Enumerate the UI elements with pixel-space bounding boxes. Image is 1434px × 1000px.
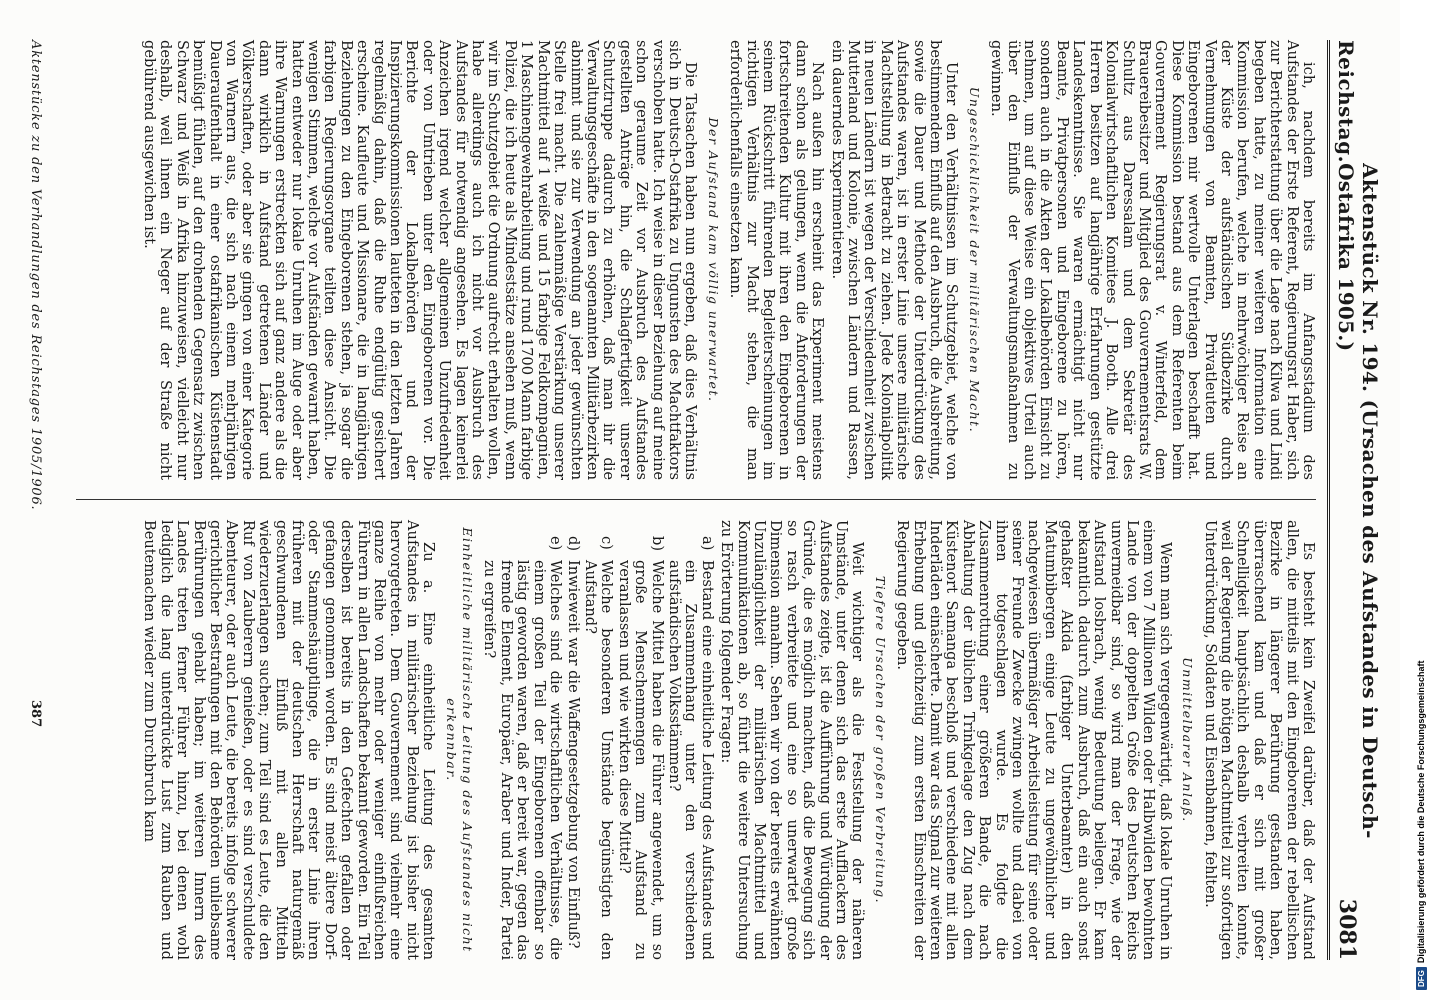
list-label: a) xyxy=(698,536,716,551)
header-left: Reichstag. xyxy=(1334,40,1358,164)
footer-source: Aktenstücke zu den Verhandlungen des Reichstages 1905/1906. xyxy=(28,40,43,511)
page-header xyxy=(1327,40,1382,960)
list-text: Welche Mittel haben die Führer angewendet, um so große Menschenmengen zum Aufstand zu veranlassen und wie wirkten diese Mittel? xyxy=(615,560,666,960)
list-item xyxy=(665,536,716,960)
list-text: Welches sind die wirtschaftlichen Verhältnisse, die einem großen Teil der Eingeborenen offenbar so lästig geworden waren, daß er bereit war, gegen das fremde Element, Europäer, Araber und Inder, Partei zu ergreifen? xyxy=(481,560,565,960)
dfg-logo-badge: DFG xyxy=(1416,967,1427,990)
credit-line xyxy=(1416,661,1427,990)
list-item xyxy=(581,536,616,960)
paragraph: Wenn man sich vergegenwärtigt, daß lokale Unruhen in einem von 7 Millionen Wilden oder Halbwilden bewohnten Lande von der doppelten Größe des Deutschen Reichs unvermeidbar sind, so wird man der Frage, wie der Aufstand losbrach, wenig Bedeutung beilegen. Er kam bekanntlich dadurch zum Ausbruch, daß ein auch sonst gehaßter Akida (farbiger Unterbeamter) in den Matumbibergen einige Leute zu ungewöhnlicher und nachgewiesen übermäßiger Arbeitsleistung für seine oder seiner Freunde Zwecke zwingen wollte und dabei von ihnen totgeschlagen wurde. Es folgte die Zusammenrottung einer größeren Bande, die nach Abhaltung der üblichen Trinkgelage den Zug nach dem Küstenort Samanga beschloß und verschiedene mit allen Inderläden einäscherte. Damit war das Signal zur weiteren Erhebung und gleichzeitig zum ersten Einschreiten der Regierung gegeben. xyxy=(894,520,1174,960)
list-text: Bestand eine einheitliche Leitung des Aufstandes und ein Zusammenhang unter den verschiedenen aufständischen Volksstämmen? xyxy=(665,560,716,960)
paragraph: ich, nachdem bereits im Anfangsstadium des Aufstandes der Erste Referent, Regierungsrat Haber, sich zur Berichterstattung über die Lage nach Kilwa und Lindi begeben hatte, zu meiner weiteren Information eine Kommission berufen, welche in mehrwöchiger Reise an der Küste der aufständischen Südbezirke durch Vernehmungen von Beamten, Privatleuten und Eingeborenen mir wertvolle Unterlagen beschafft hat. Diese Kommission bestand aus dem Referenten beim Gouvernement Regierungsrat v. Winterfeld, dem Brauereibesitzer und Mitglied des Gouvernementsrats W. Schultz aus Daressalam und dem Sekretär des Kolonialwirtschaftlichen Komitees J. Booth. Alle drei Herren besitzen auf langjährige Erfahrungen gestützte Landeskenntnisse. Sie waren ermächtigt nicht nur Beamte, Privatpersonen und Eingeborene zu hören, sondern auch in die Akten der Lokalbehörden Einsicht zu nehmen, um auf diese Weise ein objektives Urteil auch über den Einfluß der Verwaltungsmaßnahmen zu gewinnen. xyxy=(988,40,1317,480)
list-label: d) xyxy=(564,536,582,552)
subheading: Einheitliche militärische Leitung des Aufstandes nicht erkennbar. xyxy=(443,527,476,953)
paragraph: Die Tatsachen haben nun ergeben, daß dies Verhältnis sich in Deutsch-Ostafrika zu Ungunsten des Machtfaktors verschoben hatte. Ich weise in dieser Beziehung auf meine schon geraume Zeit vor Ausbruch des Aufstandes gestellten Anträge hin, die Schlagfertigkeit unserer Schutztruppe dadurch zu erhöhen, daß man ihr die Verwaltungsgeschäfte in den sogenannten Militärbezirken abnimmt und sie zur Verwendung an jeder gewünschten Stelle frei macht. Die zahlenmäßige Verstärkung unserer Machtmittel auf 1 weiße und 15 farbige Feldkompagnien, 1 Maschinengewehrabteilung und rund 1700 Mann farbige Polizei, die ich heute als Mindestsätze ansehen muß, wenn wir im Schutzgebiet die Ordnung aufrecht erhalten wollen, habe allerdings auch ich nicht vor Ausbruch des Aufstandes für notwendig angesehen. Es lagen keinerlei Anzeichen irgend welcher allgemeinen Unzufriedenheit oder von Umtrieben unter den Eingeborenen vor. Die Berichte der Lokalbehörden und der Inspizierungskommissionen lauteten in den letzten Jahren regelmäßig dahin, daß die Ruhe endgültig gesichert erscheine. Kaufleute und Missionare, die in langjährigen Beziehungen zu den Eingeborenen stehen, ja sogar die farbigen Regierungsorgane teilten diese Ansicht. Die wenigen Stimmen, welche vor Aufständen gewarnt haben, hatten entweder nur lokale Unruhen im Auge oder aber ihre Warnungen erstreckten sich auf ganz andere als die dann wirklich in Aufstand getretenen Länder und Völkerschaften, oder aber sie gingen von einer Kategorie von Warnern aus, die sich nach einem mehrjährigen Daueraufenthalt in einer ostafrikanischen Küstenstadt bemüßigt fühlen, auf den drohenden Gegensatz zwischen Schwarz und Weiß in Afrika hinzuweisen, vielleicht nur deshalb, weil ihnen ein Neger auf der Straße nicht gebührend ausgewichen ist. xyxy=(140,40,700,480)
column-divider xyxy=(76,499,1316,500)
subheading: Ungeschicklichkeit der militärischen Macht. xyxy=(966,86,982,434)
paragraph: Nach außen hin erscheint das Experiment meistens dann schon als gelungen, wenn die Anforderungen der fortschreitenden Kultur mit ihren den Eingeborenen in seinem Rückschritt führenden Begleiterscheinungen im richtigen Verhältnis zur Macht stehen, die man erforderlichenfalls einsetzen kann. xyxy=(727,40,827,480)
left-column xyxy=(138,40,1316,480)
footer-page-ref: 387 xyxy=(28,700,43,728)
list-label: e) xyxy=(547,536,565,551)
paragraph: Es besteht kein Zweifel darüber, daß der Aufstand allen, die mitteils mit den Eingeborenen der rebellischen Bezirke in längerer Berührung gestanden haben, überraschend kam und daß er sich mit großer Schnelligkeit hauptsächlich deshalb verbreiten konnte, weil der Regierung die nötigen Machtmittel zur sofortigen Unterdrückung, Soldaten und Eisenbahnen, fehlten. xyxy=(1201,520,1317,960)
credit-text: Digitalisierung gefördert durch die Deutsche Forschungsgemeinschaft xyxy=(1416,660,1426,964)
page-number: 3081 xyxy=(1334,898,1360,960)
paragraph: Zu a. Eine einheitliche Leitung des gesamten Aufstandes in militärischer Beziehung ist bisher nicht hervorgetreten. Dem Gouvernement sind vielmehr eine ganze Reihe von mehr oder weniger einflußreichen Führern in allen Landschaften bekannt geworden. Ein Teil derselben ist bereits in den Gefechten gefallen oder gefangen genommen worden. Es sind meist ältere Dorf- oder Stammeshäuptlinge, die in erster Linie ihren früheren mit der deutschen Herrschaft naturgemäß geschwundenen Einfluß mit allen Mitteln wiederzuerlangen suchen; zum Teil sind es Leute, die den Ruf von Zauberern genießen, oder es sind verschuldete Abenteurer, oder auch Leute, die bereits infolge schwerer gerichtlicher Bestrafungen mit den Behörden unliebsame Berührungen gehabt haben; im weiteren Innern des Landes treten ferner Führer hinzu, bei denen wohl lediglich die lang unterdrückte Lust zum Rauben und Beutemachen wieder zum Durchbruch kam xyxy=(141,520,438,960)
paragraph: Weit wichtiger als die Feststellung der näheren Umstände, unter denen sich das erste Aufflackern des Aufstandes zeigte, ist die Aufführung und Würdigung der Gründe, die es möglich machten, daß die Bewegung sich so rasch verbreitete und eine so unerwartet große Dimension annahm. Sehen wir von der bereits erwähnten Unzulänglichkeit der militärischen Machtmittel und Kommunikationen ab, so führt die weitere Untersuchung zu Erörterung folgender Fragen: xyxy=(718,520,867,960)
list-text: Inwieweit war die Waffengesetzgebung von Einfluß? xyxy=(564,560,582,949)
paragraph: Unter den Verhältnissen im Schutzgebiet, welche von bestimmendem Einfluß auf den Ausbruch, die Ausbreitung, sowie die Dauer und Methode der Unterdrückung des Aufstandes waren, ist in erster Linie unsere militärische Machtstellung in Betracht zu ziehen. Jede Kolonialpolitik in neuen Ländern ist wegen der Verschiedenheit zwischen Mutterland und Kolonie, zwischen Ländern und Rassen, ein dauerndes Experimentieren. xyxy=(828,40,961,480)
subheading: Der Aufstand kam völlig unerwartet. xyxy=(705,117,721,403)
header-title: Aktenstück Nr. 194. (Ursachen des Aufstandes in Deutsch-Ostafrika 1905.) xyxy=(1334,163,1382,839)
subheading: Unmittelbarer Anlaß. xyxy=(1180,657,1196,823)
right-column xyxy=(138,520,1316,960)
list-item xyxy=(481,536,565,960)
list-item xyxy=(564,536,582,960)
question-list xyxy=(481,520,715,960)
subheading: Tiefere Ursachen der großen Verbreitung. xyxy=(872,575,888,905)
list-label: c) xyxy=(598,536,616,550)
list-text: Welche besonderen Umstände begünstigten den Aufstand? xyxy=(581,560,616,960)
list-label: b) xyxy=(648,536,666,552)
list-item xyxy=(615,536,666,960)
